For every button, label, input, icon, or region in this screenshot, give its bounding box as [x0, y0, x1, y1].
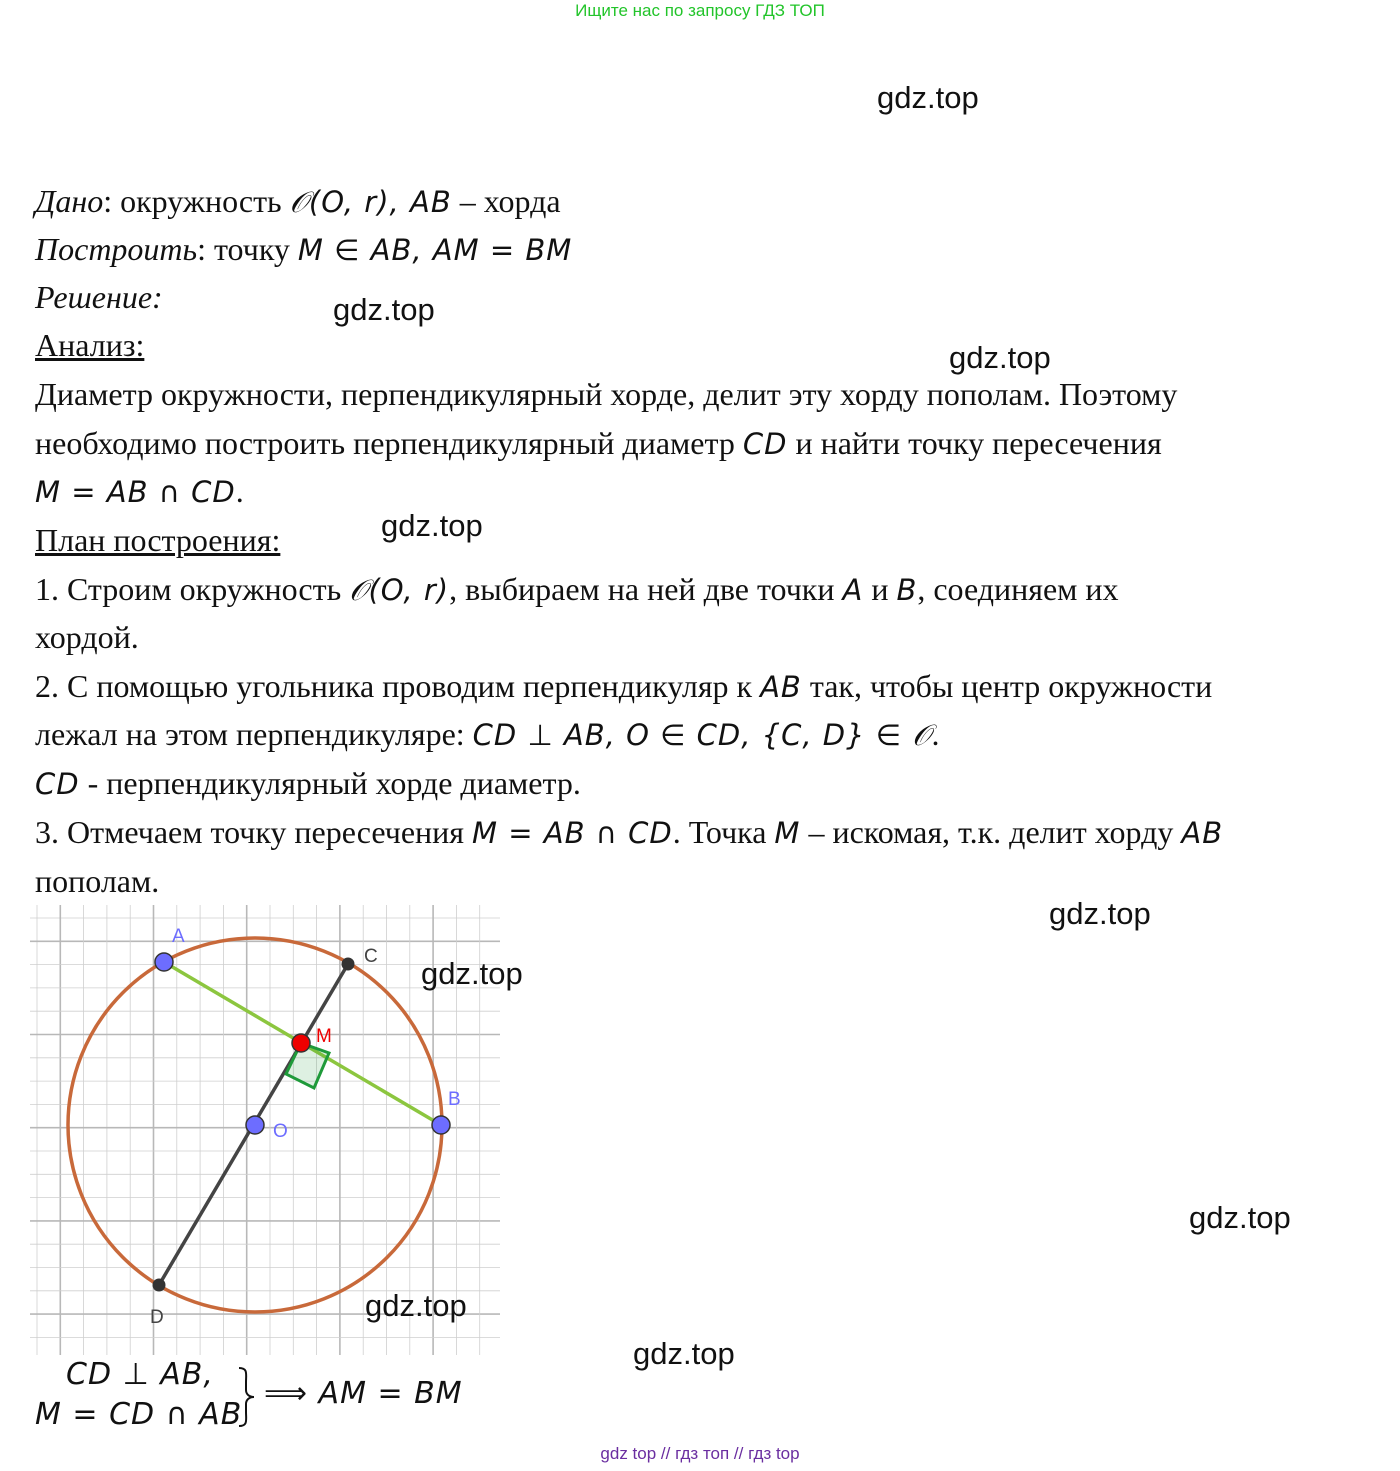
given-math: 𝒪(O, r), AB: [289, 185, 452, 219]
analysis-heading: Анализ:: [35, 327, 145, 363]
step-1-line-2: хордой.: [35, 619, 139, 655]
analysis-line-2: необходимо построить перпендикулярный диаметр CD и найти точку пересечения: [35, 425, 1162, 461]
watermark: gdz.top: [1049, 896, 1151, 931]
search-banner[interactable]: Ищите нас по запросу ГДЗ ТОП: [575, 1, 825, 20]
watermark: gdz.top: [421, 956, 523, 991]
watermark: gdz.top: [381, 508, 483, 543]
plan-heading: План построения:: [35, 522, 281, 558]
point-b: [432, 1116, 450, 1134]
label-c: C: [364, 946, 378, 967]
given-tail: – хорда: [451, 183, 561, 219]
point-m: [292, 1034, 310, 1052]
step-3-line-1: 3. Отмечаем точку пересечения M = AB ∩ CD. Точка M – искомая, т.к. делит хорду AB: [35, 814, 1224, 850]
step-2-line-1: 2. С помощью угольника проводим перпендикуляр к AB так, чтобы центр окружности: [35, 668, 1213, 704]
analysis-line-3: M = AB ∩ CD.: [35, 473, 244, 509]
brace-icon: [236, 1366, 258, 1428]
step-2-line-2: лежал на этом перпендикуляре: CD ⊥ AB, O ∈ CD, {C, D} ∈ 𝒪.: [35, 716, 940, 752]
watermark: gdz.top: [877, 80, 979, 115]
solution-label: Решение:: [35, 279, 163, 315]
conclusion-line-2: M = CD ∩ AB: [35, 1397, 243, 1432]
construct-label: Построить: [35, 231, 198, 267]
watermark: gdz.top: [1189, 1200, 1291, 1235]
label-d: D: [150, 1307, 164, 1328]
given-label: Дано: [35, 183, 104, 219]
given-line: [35, 181, 561, 222]
given-text: : окружность: [103, 183, 290, 219]
watermark: gdz.top: [949, 340, 1051, 375]
analysis-line-1: Диаметр окружности, перпендикулярный хорде, делит эту хорду пополам. Поэтому: [35, 376, 1178, 412]
watermark: gdz.top: [633, 1336, 735, 1371]
construct-line: [35, 229, 572, 270]
math-m-def: M = AB ∩ CD: [35, 475, 236, 509]
watermark: gdz.top: [365, 1288, 467, 1323]
watermark: gdz.top: [333, 292, 435, 327]
conclusion-line-1: CD ⊥ AB,: [66, 1357, 214, 1392]
point-d: [153, 1279, 166, 1292]
point-c: [342, 958, 355, 971]
step-3-line-2: пополам.: [35, 863, 160, 899]
construct-text: : точку: [197, 231, 298, 267]
footer-links[interactable]: gdz top // гдз топ // гдз top: [600, 1444, 800, 1463]
point-o: [246, 1116, 264, 1134]
label-a: A: [172, 926, 185, 947]
label-b: B: [448, 1089, 461, 1110]
construct-math: M ∈ AB, AM = BM: [297, 233, 573, 267]
math-cd: CD: [742, 427, 788, 461]
step-2-line-3: CD - перпендикулярный хорде диаметр.: [35, 765, 581, 801]
label-o: O: [273, 1121, 288, 1142]
point-a: [155, 953, 173, 971]
step-1-line-1: 1. Строим окружность 𝒪(O, r), выбираем на ней две точки A и B, соединяем их: [35, 571, 1119, 607]
conclusion-result: ⟹ AM = BM: [264, 1376, 463, 1411]
label-m: M: [316, 1026, 332, 1047]
